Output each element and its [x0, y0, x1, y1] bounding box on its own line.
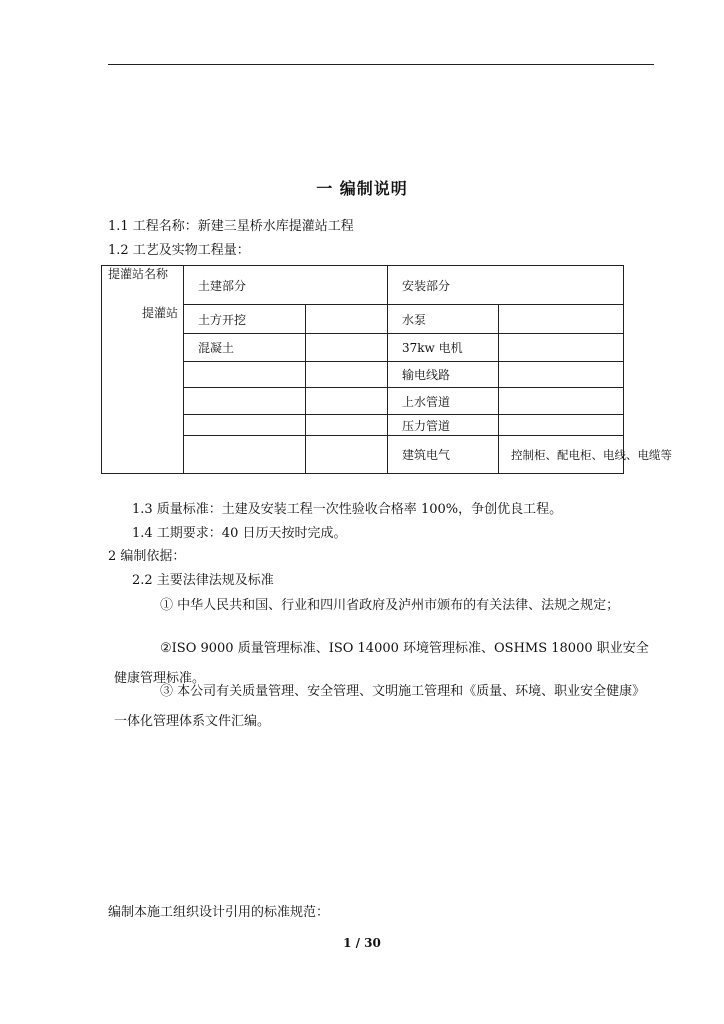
- station-cell: [102, 305, 184, 474]
- basis-heading: 2 编制依据：: [108, 549, 186, 564]
- install-item: 上水管道: [388, 388, 499, 415]
- install-qty: [499, 388, 624, 415]
- section-title: 一 编制说明: [316, 179, 408, 198]
- civil-item: [184, 436, 306, 474]
- civil-qty: [306, 362, 388, 388]
- basis-item-2: ②ISO 9000 质量管理标准、ISO 14000 环境管理标准、OSHMS 18000 职业安全健康管理标准。: [114, 641, 649, 686]
- table-row: [102, 305, 624, 334]
- civil-qty: [306, 305, 388, 334]
- civil-item: [184, 362, 306, 388]
- install-item: 水泵: [388, 305, 499, 334]
- header-rule: [108, 64, 654, 65]
- quantity-table: [101, 265, 673, 474]
- install-item: 建筑电气: [388, 436, 499, 474]
- install-qty: [499, 415, 624, 436]
- install-header: 安装部分: [388, 266, 624, 305]
- civil-qty: [306, 388, 388, 415]
- station-label: 提灌站: [142, 305, 179, 320]
- table-header-row: [102, 266, 624, 305]
- install-qty: [499, 362, 624, 388]
- install-qty: [499, 334, 624, 362]
- civil-item: 混凝土: [184, 334, 306, 362]
- schedule: 1.4 工期要求：40 日历天按时完成。: [132, 526, 347, 541]
- page-number: 1 / 30: [343, 936, 381, 950]
- civil-item: [184, 388, 306, 415]
- basis-item-1: ① 中华人民共和国、行业和四川省政府及泸州市颁布的有关法律、法规之规定；: [160, 598, 620, 613]
- station-name-header: 提灌站名称: [102, 266, 184, 305]
- install-item: 输电线路: [388, 362, 499, 388]
- civil-item: [184, 415, 306, 436]
- civil-qty: [306, 436, 388, 474]
- install-qty: [499, 305, 624, 334]
- install-item: 压力管道: [388, 415, 499, 436]
- laws-heading: 2.2 主要法律法规及标准: [132, 573, 274, 588]
- quantity-heading: 1.2 工艺及实物工程量：: [108, 243, 250, 258]
- standards-note: 编制本施工组织设计引用的标准规范：: [108, 905, 330, 920]
- install-item: 37kw 电机: [388, 334, 499, 362]
- civil-qty: [306, 334, 388, 362]
- civil-header: 土建部分: [184, 266, 388, 305]
- basis-item-3: ③ 本公司有关质量管理、安全管理、文明施工管理和《质量、环境、职业安全健康》一体化管理体系文件汇编。: [114, 684, 646, 729]
- project-name: 1.1 工程名称：新建三星桥水库提灌站工程: [108, 219, 354, 234]
- civil-qty: [306, 415, 388, 436]
- quality-standard: 1.3 质量标准：土建及安装工程一次性验收合格率 100%，争创优良工程。: [132, 502, 563, 517]
- civil-item: 土方开挖: [184, 305, 306, 334]
- electrical-note: 控制柜、配电柜、电线、电缆等: [499, 436, 624, 474]
